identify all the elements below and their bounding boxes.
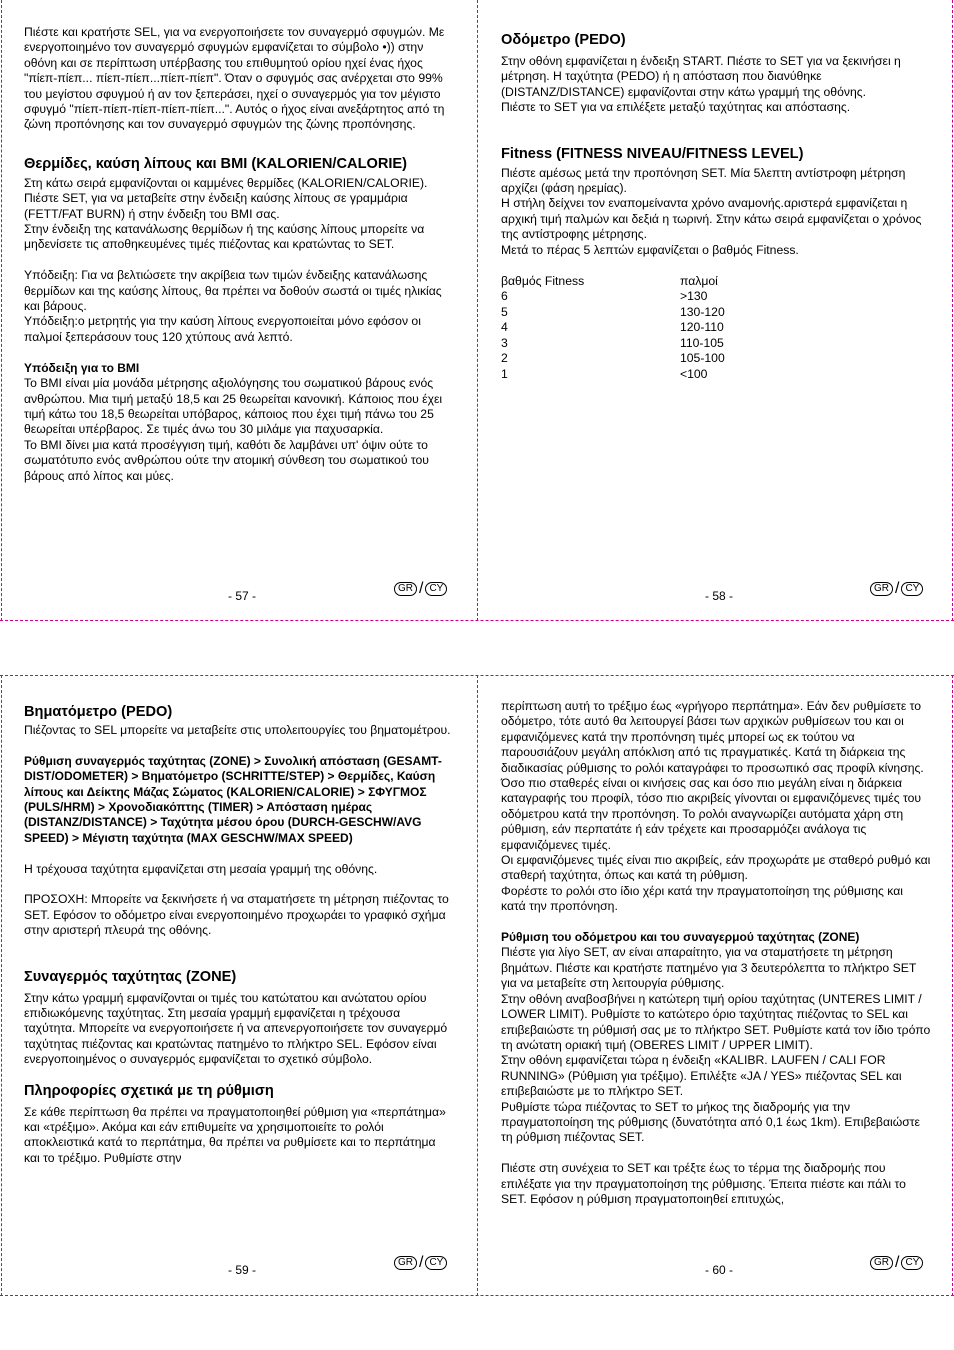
country-badge-59 bbox=[394, 1256, 447, 1270]
table-row bbox=[501, 351, 725, 366]
badge-cy: CY bbox=[425, 1256, 447, 1270]
table-cell: 105-100 bbox=[680, 351, 725, 366]
setup-text-4: Ρυθμίστε τώρα πιέζοντας το SET το μήκος της διαδρομής για την πραγματοποίηση της ρύθμισης (δυνατότητα από 0,1 έως 1km). Επιβεβαιώστε τη ρύθμιση πιέζοντας SET. bbox=[501, 1099, 920, 1145]
calibration-info-text: Σε κάθε περίπτωση θα πρέπει να πραγματοποιηθεί ρύθμιση για «περπάτημα» και «τρέξιμο». Ακόμα και εάν επιθυμείτε να χρησιμοποιείτε το ρολόι αποκλειστικά κατά το περπάτημα, θα πρέπει να ρυθμίσετε και το περπάτημα και το τρέξιμο. Ρυθμίστε στην bbox=[24, 1104, 446, 1165]
pedometer-heading: Βηματόμετρο (PEDO) bbox=[24, 704, 173, 720]
table-row bbox=[501, 320, 725, 335]
setup-title: Ρύθμιση του οδόμετρου και του συναγερμού ταχύτητας (ZONE) bbox=[501, 930, 860, 945]
calibration-cont-text-1: περίπτωση αυτή το τρέξιμο έως «γρήγορο περπάτημα». Εάν δεν ρυθμίσετε το οδόμετρο, τότε αυτό θα λειτουργεί βάσει των αρχικών ρυθμίσεων του και οι εμφανιζόμενες κατά την προπόνηση τιμές μπορεί ως εκ τούτου να παρουσιάζουν μεγάλη απόκλιση από τις πραγματικές. Κατά τη διάρκεια της διαδικασίας ρύθμισης το ρολόι καταγράφει το προσωπικό σας προφίλ κίνησης. Όσο πιο σταθερές είναι οι κινήσεις σας και όσο πιο μεγάλη είναι η διάρκεια καταγραφής του προφίλ, τόσο πιο ακριβείς γίνονται οι εμφανιζόμενες τιμές του οδόμετρου κατά την προπόνηση. Το ρολόι αναγνωρίζει αυτόματα χάρη στη ρύθμιση, εάν περπατάτε ή εάν τρέχετε και προσαρμόζει ανάλογα τις εμφανιζόμενες τιμές. bbox=[501, 699, 924, 852]
badge-cy: CY bbox=[901, 582, 923, 596]
badge-separator: / bbox=[419, 1254, 424, 1271]
calories-text-3: Στην ένδειξη της κατανάλωσης θερμίδων ή της καύσης λίπους μπορείτε να μηδενίσετε τις αποθηκευμένες τιμές πιέζοντας και κρατώντας το SET. bbox=[24, 222, 425, 252]
pedometer-intro: Πιέζοντας το SEL μπορείτε να μεταβείτε στις υπολειτουργίες του βηματομέτρου. bbox=[24, 723, 451, 737]
table-cell: 5 bbox=[501, 304, 508, 319]
table-header-row bbox=[501, 274, 725, 289]
page-number-59: - 59 - bbox=[228, 1263, 257, 1277]
country-badge-57 bbox=[394, 582, 447, 596]
calibration-cont-text-3: Φορέστε το ρολόι στο ίδιο χέρι κατά την πραγματοποίηση της ρύθμισης και κατά την προπόνηση. bbox=[501, 883, 903, 914]
page-number-60: - 60 - bbox=[705, 1263, 734, 1277]
zone-text: Στην κάτω γραμμή εμφανίζονται οι τιμές του κατώτατου και ανώτατου ορίου επιδιωκόμενης ταχύτητας. Στη μεσαία γραμμή εμφανίζεται η τρέχουσα ταχύτητα. Μπορείτε να ενεργοποιήσετε ή να απενεργοποιήσετε τον συναγερμό ταχύτητας πιέζοντας και κρατώντας πατημένο το πλήκτρο SEL. Εφόσον είναι ενεργοποιημένος ο συναγερμός εμφανίζεται το σχετικό σύμβολο. bbox=[24, 990, 448, 1067]
fitness-table bbox=[501, 274, 725, 382]
cut-line-top-bottom bbox=[0, 620, 954, 621]
hint-text-1: Υπόδειξη: Για να βελτιώσετε την ακρίβεια των τιμών ένδειξης κατανάλωσης θερμίδων και της καύσης λίπους, θα πρέπει να δοθούν σωστά οι τιμές ηλικίας και βάρους. bbox=[24, 268, 442, 314]
current-speed-text: Η τρέχουσα ταχύτητα εμφανίζεται στη μεσαία γραμμή της οθόνης. bbox=[24, 861, 378, 876]
cut-line-bottom-bottom bbox=[0, 1295, 954, 1296]
cut-line-left-top bbox=[1, 0, 2, 621]
cut-line-left-bottom bbox=[1, 675, 2, 1296]
table-cell: 3 bbox=[501, 335, 508, 350]
table-header-level: βαθμός Fitness bbox=[501, 274, 585, 289]
badge-cy: CY bbox=[425, 582, 447, 596]
calibration-info-heading: Πληροφορίες σχετικά με τη ρύθμιση bbox=[24, 1082, 274, 1099]
pulse-alarm-text: Πιέστε και κρατήστε SEL, για να ενεργοποιήσετε τον συναγερμό σφυγμών. Με ενεργοποιημένο τον συναγερμό σφυγμών εμφανίζεται το σύμβολο •)) στην οθόνη και σε περίπτωση υπέρβασης του επιθυμητού ορίου ηχεί ένας ήχος "πίεπ-πίεπ... πίεπ-πίεπ...πίεπ-πίεπ". Όταν ο σφυγμός σας ανέρχεται στο 99% του μεγίστου σφυγμού ή αν τον ξεπεράσει, ηχεί ο συναγερμός για τον μέγιστο σφυγμό "πίεπ-πίεπ-πίεπ-πίεπ-πίεπ...". Αυτός ο ήχος είναι ανεξάρτητος από τη ζώνη προπόνησης και τον συναγερμό σφυγμών της ζώνης προπόνησης. bbox=[24, 25, 445, 132]
fitness-text-2: Η στήλη δείχνει τον εναπομείναντα χρόνο αναμονής.αριστερά εμφανίζεται η αρχική τιμή παλμών και δεξιά η τωρινή. Στην κάτω σειρά εμφανίζεται ο χρόνος της αντίστροφης μέτρησης. bbox=[501, 196, 922, 242]
page-number-57: - 57 - bbox=[228, 589, 257, 603]
badge-separator: / bbox=[895, 580, 900, 597]
pedo-text-1: Στην οθόνη εμφανίζεται η ένδειξη START. Πιέστε το SET για να ξεκινήσει η μέτρηση. Η ταχύτητα (PEDO) ή η απόσταση που διανύθηκε (DISTANZ/DISTANCE) εμφανίζονται στην κάτω γραμμή της οθόνης. bbox=[501, 54, 901, 99]
setup-text-2: Στην οθόνη αναβοσβήνει η κατώτερη τιμή ορίου ταχύτητας (UNTERES LIMIT / LOWER LIMIT). Ρυθμίστε το κατώτερο όριο ταχύτητας πιέζοντας το SEL και επιβεβαιώστε τη ρύθμισή σας με το πλήκτρο SET. Ρυθμίστε κατά τον ίδιο τρόπο τη ανώτατη οριακή τιμή (OBERES LIMIT / UPPER LIMIT). bbox=[501, 991, 931, 1052]
badge-separator: / bbox=[895, 1254, 900, 1271]
table-row bbox=[501, 305, 725, 320]
hint-text-2: Υπόδειξη:ο μετρητής για την καύση λίπους ενεργοποιείται μόνο εφόσον οι παλμοί ξεπεράσουν τους 120 χτύπους ανά λεπτό. bbox=[24, 314, 421, 344]
table-row bbox=[501, 367, 725, 382]
table-cell: >130 bbox=[680, 289, 708, 304]
page-60 bbox=[501, 699, 931, 1207]
country-badge-60 bbox=[870, 1256, 923, 1270]
table-cell: 110-105 bbox=[680, 335, 724, 350]
cut-line-right-bottom bbox=[952, 675, 953, 1296]
badge-gr: GR bbox=[394, 1256, 417, 1270]
bmi-text-1: Το BMI είναι μία μονάδα μέτρησης αξιολόγησης του σωματικού βάρους ενός ανθρώπου. Μια τιμή μεταξύ 18,5 και 25 θεωρείται κανονική. Κάποιος που έχει τιμή κάτω του 18,5 θεωρείται υπόβαρος, κάποιος που έχει τιμή πάνω του 25 θεωρείται υπέρβαρος. Σε τιμές άνω του 30 μιλάμε για παχυσαρκία. bbox=[24, 376, 443, 437]
table-cell: 2 bbox=[501, 351, 508, 366]
table-row bbox=[501, 336, 725, 351]
calories-text-2: Πιέστε SET, για να μεταβείτε στην ένδειξη καύσης λίπους σε γραμμάρια (FETT/FAT BURN) ή στην ένδειξη του BMI σας. bbox=[24, 191, 408, 221]
cut-line-middle-bottom bbox=[477, 675, 478, 1296]
cut-line-right-top bbox=[952, 0, 953, 621]
calories-text-1: Στη κάτω σειρά εμφανίζονται οι καμμένες θερμίδες (KALORIEN/CALORIE). bbox=[24, 175, 428, 190]
setup-text-1: Πιέστε για λίγο SET, αν είναι απαραίτητο, για να σταματήσετε τη μέτρηση βημάτων. Πιέστε και κρατήστε πατημένο για 3 δευτερόλεπτα το πλήκτρο SET για να μεταβείτε στη λειτουργία ρύθμισης. bbox=[501, 945, 917, 991]
country-badge-58 bbox=[870, 582, 923, 596]
badge-gr: GR bbox=[394, 582, 417, 596]
table-row bbox=[501, 289, 725, 304]
table-cell: <100 bbox=[680, 366, 708, 381]
setup-text-3: Στην οθόνη εμφανίζεται τώρα η ένδειξη «KALIBR. LAUFEN / CALI FOR RUNNING» (Ρύθμιση για τρέξιμο). Επιλέξτε «JA / YES» πιέζοντας SEL και επιβεβαιώστε με το πλήκτρο SET. bbox=[501, 1053, 902, 1099]
badge-cy: CY bbox=[901, 1256, 923, 1270]
page-58 bbox=[501, 32, 931, 382]
fitness-text-3: Μετά το πέρας 5 λεπτών εμφανίζεται ο βαθμός Fitness. bbox=[501, 242, 799, 257]
cut-line-middle-top bbox=[477, 0, 478, 621]
badge-gr: GR bbox=[870, 1256, 893, 1270]
badge-separator: / bbox=[419, 580, 424, 597]
pedo-heading: Οδόμετρο (PEDO) bbox=[501, 32, 626, 48]
page-59 bbox=[24, 704, 454, 1166]
page-57 bbox=[24, 25, 454, 484]
table-cell: 6 bbox=[501, 289, 508, 304]
badge-gr: GR bbox=[870, 582, 893, 596]
table-cell: 4 bbox=[501, 320, 508, 335]
bmi-text-2: Το BMI δίνει μια κατά προσέγγιση τιμή, καθότι δε λαμβάνει υπ' όψιν ούτε το σωματότυπο ενός ανθρώπου ούτε την ατομική σύνθεση του σωματικού του βάρους από λίπος και μύες. bbox=[24, 437, 429, 483]
page-number-58: - 58 - bbox=[705, 589, 734, 603]
table-cell: 130-120 bbox=[680, 304, 725, 319]
table-cell: 1 bbox=[501, 366, 508, 381]
caution-text: ΠΡΟΣΟΧΗ: Μπορείτε να ξεκινήσετε ή να σταματήσετε τη μέτρηση πιέζοντας το SET. Εφόσον το οδόμετρο είναι ενεργοποιημένο προχωράει το γραφικό σχήμα στην αριστερή πλευρά της οθόνης. bbox=[24, 892, 449, 938]
calories-heading: Θερμίδες, καύση λίπους και BMI (KALORIEN/CALORIE) bbox=[24, 155, 408, 172]
fitness-heading: Fitness (FITNESS NIVEAU/FITNESS LEVEL) bbox=[501, 145, 804, 162]
fitness-text-1: Πιέστε αμέσως μετά την προπόνηση SET. Μία 5λεπτη αντίστροφη μέτρηση αρχίζει (φάση ηρεμίας). bbox=[501, 165, 906, 196]
bmi-hint-title: Υπόδειξη για το BMI bbox=[24, 360, 140, 375]
calibration-cont-text-2: Οι εμφανιζόμενες τιμές είναι πιο ακριβείς, εάν προχωράτε με σταθερό ρυθμό και σταθερή ταχύτητα, όπως και κατά τη ρύθμιση. bbox=[501, 853, 931, 883]
table-cell: 120-110 bbox=[680, 320, 724, 335]
setup-text-5: Πιέστε στη συνέχεια το SET και τρέξτε έως το τέρμα της διαδρομής που επιλέξατε για την πραγματοποίηση της ρύθμισης. Έπειτα πιέστε και πάλι το SET. Εφόσον η ρύθμιση πραγματοποιηθεί επιτυχώς, bbox=[501, 1161, 906, 1206]
table-header-pulse: παλμοί bbox=[680, 274, 718, 289]
menu-path: Ρύθμιση συναγερμός ταχύτητας (ZONE) > Συνολική απόσταση (GESAMT-DIST/ODOMETER) > Βηματόμετρο (SCHRITTE/STEP) > Θερμίδες, Καύση λίπους και Δείκτης Μάζας Σώματος (KALORIEN/CALORIE) > ΣΦΥΓΜΟΣ (PULS/HRM) > Χρονοδιακόπτης (TIMER) > Απόσταση ημέρας (DISTANZ/DISTANCE) > Ταχύτητα μέσου όρου (DURCH-GESCHW/AVG SPEED) > Μέγιστη ταχύτητα (MAX GESCHW/MAX SPEED) bbox=[24, 753, 442, 845]
pedo-text-2: Πιέστε το SET για να επιλέξετε μεταξύ ταχύτητας και απόστασης. bbox=[501, 100, 851, 115]
zone-heading: Συναγερμός ταχύτητας (ZONE) bbox=[24, 968, 237, 985]
